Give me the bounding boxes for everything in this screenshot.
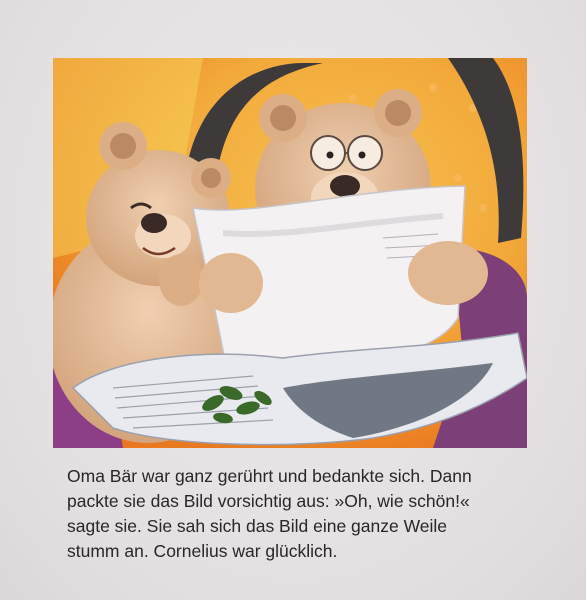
story-line: stumm an. Cornelius war glücklich. [67, 541, 338, 561]
story-line: packte sie das Bild vorsichtig aus: »Oh, wie schön!« [67, 491, 470, 511]
story-line: Oma Bär war ganz gerührt und bedankte sich. Dann [67, 466, 472, 486]
story-illustration [53, 58, 527, 448]
bears-reading-illustration-icon [53, 58, 527, 448]
story-line: sagte sie. Sie sah sich das Bild eine ganze Weile [67, 516, 448, 536]
story-paragraph [67, 464, 547, 564]
